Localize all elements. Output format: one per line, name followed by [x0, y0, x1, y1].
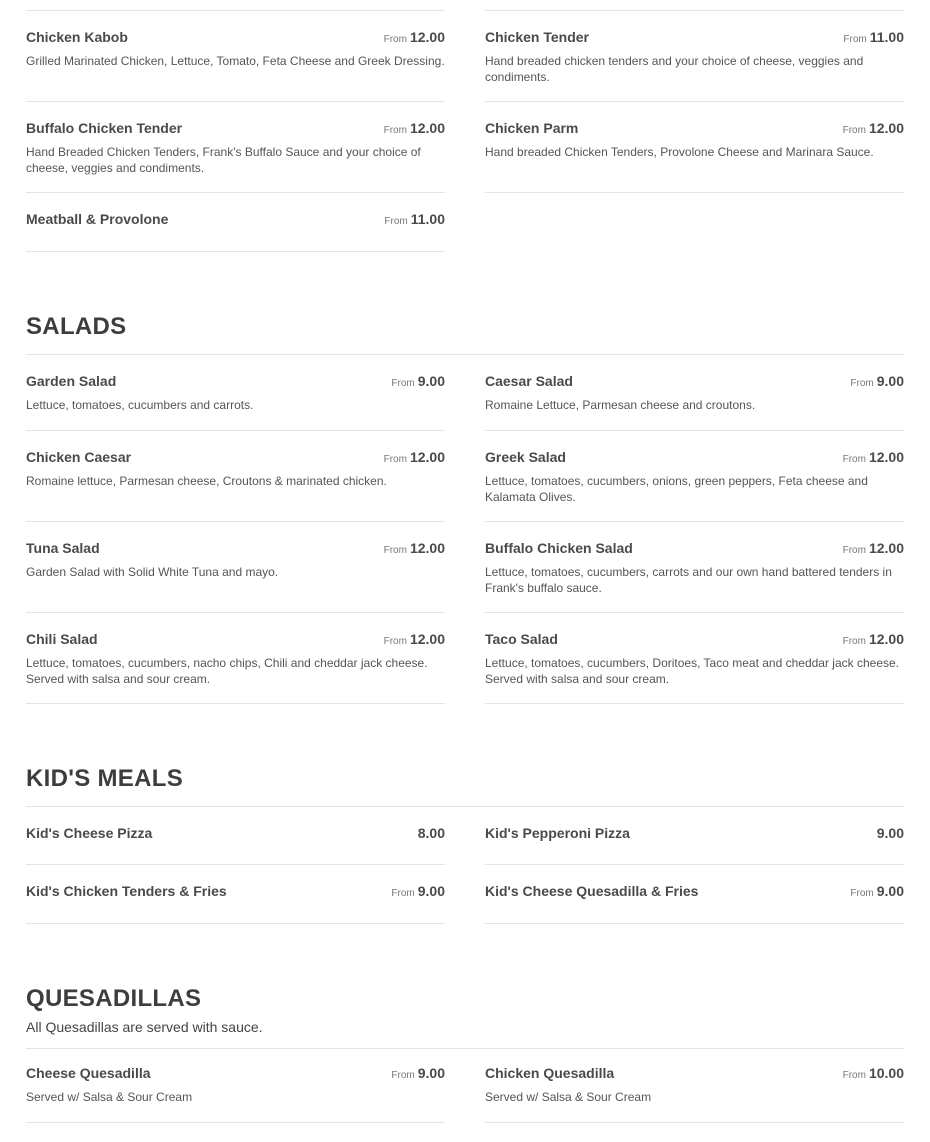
price-amount: 8.00 — [417, 825, 445, 841]
price-amount: 12.00 — [868, 631, 904, 647]
menu-item-name: Chicken Quesadilla — [485, 1065, 615, 1081]
menu-item-name: Kid's Cheese Pizza — [26, 825, 153, 841]
menu-item-description: Lettuce, tomatoes, cucumbers, onions, green peppers, Feta cheese and Kalamata Olives. — [485, 474, 868, 504]
menu-item-description: Romaine Lettuce, Parmesan cheese and croutons. — [485, 398, 756, 412]
menu-item-name: Chili Salad — [26, 631, 98, 647]
menu-item-kids-cheese-pizza[interactable] — [26, 807, 445, 865]
menu-item-price — [391, 372, 445, 393]
menu-item-kids-chicken-tenders-fries[interactable] — [26, 865, 445, 924]
menu-item-description: Hand breaded Chicken Tenders, Provolone Cheese and Marinara Sauce. — [485, 145, 874, 159]
menu-item-kids-pepperoni-pizza[interactable] — [485, 807, 904, 865]
price-from-label: From — [850, 888, 874, 899]
menu-item-price — [384, 28, 445, 49]
price-amount: 12.00 — [409, 449, 445, 465]
price-amount: 9.00 — [876, 883, 904, 899]
menu-item-price — [843, 448, 904, 469]
menu-item-cheese-quesadilla[interactable] — [26, 1047, 445, 1123]
menu-item-price — [843, 1064, 904, 1085]
menu-item-kids-cheese-quesadilla-fries[interactable] — [485, 865, 904, 924]
menu-item-tuna-salad[interactable] — [26, 522, 445, 613]
price-amount: 12.00 — [868, 120, 904, 136]
price-amount: 10.00 — [868, 1065, 904, 1081]
menu-item-name: Garden Salad — [26, 373, 117, 389]
menu-item-chicken-caesar[interactable] — [26, 431, 445, 522]
menu-item-name: Chicken Caesar — [26, 449, 132, 465]
menu-items-quesadillas — [26, 1047, 904, 1123]
menu-item-name: Buffalo Chicken Salad — [485, 540, 633, 556]
price-amount: 9.00 — [876, 373, 904, 389]
menu-items-salads — [26, 355, 904, 704]
price-from-label: From — [842, 545, 866, 556]
menu-item-chicken-kabob[interactable] — [26, 11, 445, 102]
menu-item-price — [843, 119, 904, 140]
menu-item-name: Kid's Cheese Quesadilla & Fries — [485, 883, 699, 899]
menu-item-caesar-salad[interactable] — [485, 355, 904, 431]
price-amount: 9.00 — [417, 883, 445, 899]
menu-item-description: Garden Salad with Solid White Tuna and mayo. — [26, 565, 279, 579]
menu-item-description: Lettuce, tomatoes, cucumbers and carrots. — [26, 398, 254, 412]
price-amount: 12.00 — [409, 120, 445, 136]
price-amount: 12.00 — [409, 29, 445, 45]
menu-item-price — [384, 210, 445, 231]
menu-item-price — [384, 119, 445, 140]
menu-item-name: Caesar Salad — [485, 373, 573, 389]
price-from-label: From — [843, 34, 867, 45]
menu-item-description: Lettuce, tomatoes, cucumbers, carrots and our own hand battered tenders in Frank's buffalo sauce. — [485, 565, 892, 595]
menu-item-price — [843, 630, 904, 651]
section-title: KID'S MEALS — [26, 765, 184, 792]
price-amount: 12.00 — [868, 540, 904, 556]
price-amount: 12.00 — [409, 631, 445, 647]
menu-item-name: Chicken Parm — [485, 120, 579, 136]
section-header-quesadillas — [26, 985, 904, 1049]
price-from-label: From — [842, 454, 866, 465]
menu-item-description: Lettuce, tomatoes, cucumbers, Doritoes, Taco meat and cheddar jack cheese. Served with salsa and sour cream. — [485, 656, 899, 686]
menu-item-description: Hand Breaded Chicken Tenders, Frank's Buffalo Sauce and your choice of cheese, veggies and condiments. — [26, 145, 421, 175]
menu-item-name: Meatball & Provolone — [26, 211, 169, 227]
menu-item-buffalo-chicken-salad[interactable] — [485, 522, 904, 613]
menu-item-name: Cheese Quesadilla — [26, 1065, 151, 1081]
menu-item-price — [384, 448, 445, 469]
menu-item-name: Kid's Pepperoni Pizza — [485, 825, 630, 841]
menu-item-description: Grilled Marinated Chicken, Lettuce, Tomato, Feta Cheese and Greek Dressing. — [26, 54, 445, 68]
price-from-label: From — [391, 888, 415, 899]
menu-items-kids-meals — [26, 807, 904, 924]
menu-item-chili-salad[interactable] — [26, 613, 445, 704]
menu-item-price — [391, 882, 445, 903]
menu-item-price — [877, 824, 904, 843]
price-from-label: From — [850, 378, 874, 389]
menu-item-description: Served w/ Salsa & Sour Cream — [485, 1090, 652, 1104]
section-title: SALADS — [26, 313, 127, 340]
price-from-label: From — [391, 1070, 415, 1081]
menu-item-chicken-tender[interactable] — [485, 11, 904, 102]
menu-item-name: Kid's Chicken Tenders & Fries — [26, 883, 227, 899]
price-from-label: From — [842, 125, 866, 136]
menu-item-name: Tuna Salad — [26, 540, 100, 556]
menu-item-description: Romaine lettuce, Parmesan cheese, Croutons & marinated chicken. — [26, 474, 387, 488]
price-amount: 11.00 — [410, 211, 445, 227]
menu-item-name: Taco Salad — [485, 631, 558, 647]
price-amount: 9.00 — [876, 825, 904, 841]
menu-item-name: Chicken Kabob — [26, 29, 128, 45]
menu-item-price — [391, 1064, 445, 1085]
menu-item-description: Hand breaded chicken tenders and your choice of cheese, veggies and condiments. — [485, 54, 864, 84]
price-from-label: From — [842, 1070, 866, 1081]
price-amount: 9.00 — [417, 1065, 445, 1081]
price-amount: 12.00 — [868, 449, 904, 465]
price-from-label: From — [383, 34, 407, 45]
price-from-label: From — [391, 378, 415, 389]
menu-item-name: Greek Salad — [485, 449, 566, 465]
menu-item-greek-salad[interactable] — [485, 431, 904, 522]
menu-item-price — [843, 539, 904, 560]
menu-item-name: Buffalo Chicken Tender — [26, 120, 183, 136]
price-from-label: From — [383, 125, 407, 136]
menu-item-price — [418, 824, 445, 843]
menu-item-chicken-quesadilla[interactable] — [485, 1047, 904, 1123]
price-amount: 11.00 — [869, 29, 904, 45]
price-from-label: From — [383, 636, 407, 647]
menu-item-description: Lettuce, tomatoes, cucumbers, nacho chips, Chili and cheddar jack cheese. Served with salsa and sour cream. — [26, 656, 428, 686]
menu-item-chicken-parm[interactable] — [485, 102, 904, 193]
menu-item-description: Served w/ Salsa & Sour Cream — [26, 1090, 193, 1104]
menu-items-sandwiches — [26, 11, 904, 252]
menu-item-price — [850, 372, 904, 393]
price-from-label: From — [384, 216, 408, 227]
section-title: QUESADILLAS — [26, 985, 202, 1012]
menu-item-meatball-provolone[interactable] — [26, 193, 445, 252]
price-amount: 12.00 — [409, 540, 445, 556]
menu-item-garden-salad[interactable] — [26, 355, 445, 431]
section-description: All Quesadillas are served with sauce. — [26, 1019, 263, 1035]
menu-item-price — [850, 882, 904, 903]
section-header-kids-meals — [26, 765, 904, 807]
section-header-salads — [26, 313, 904, 355]
menu-item-price — [384, 630, 445, 651]
menu-item-taco-salad[interactable] — [485, 613, 904, 704]
menu-item-name: Chicken Tender — [485, 29, 589, 45]
price-amount: 9.00 — [417, 373, 445, 389]
menu-item-price — [843, 28, 904, 49]
price-from-label: From — [383, 545, 407, 556]
menu-item-buffalo-chicken-tender[interactable] — [26, 102, 445, 193]
price-from-label: From — [842, 636, 866, 647]
price-from-label: From — [383, 454, 407, 465]
menu-item-price — [384, 539, 445, 560]
